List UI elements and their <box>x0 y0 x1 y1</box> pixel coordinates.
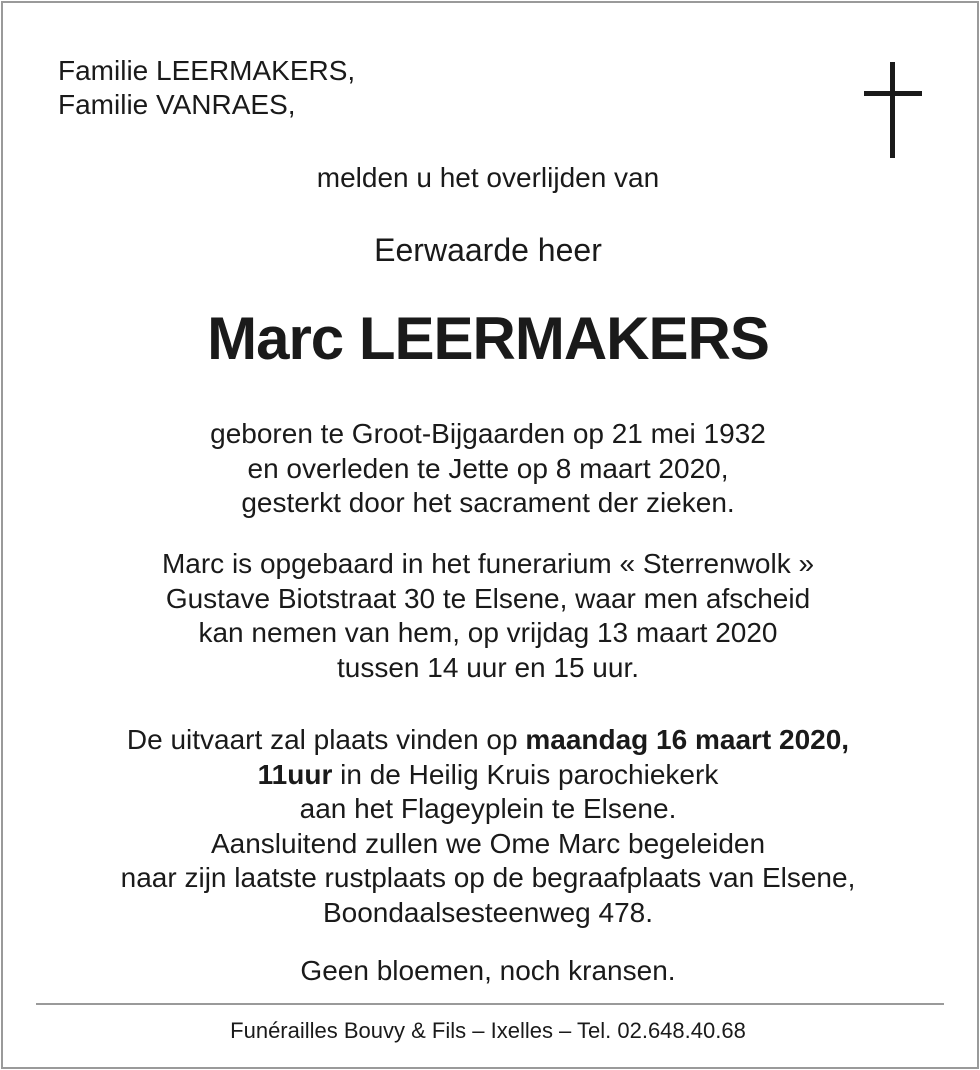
funeral-date: maandag 16 maart 2020, <box>525 724 850 755</box>
funeral-paragraph <box>0 723 976 930</box>
deceased-name: Marc LEERMAKERS <box>207 305 769 372</box>
family-line-1: Familie LEERMAKERS, <box>58 55 356 86</box>
cross-vertical-bar <box>890 62 895 158</box>
funeral-intro: De uitvaart zal plaats vinden op <box>126 724 526 755</box>
funeral-time: 11uur <box>257 758 333 790</box>
viewing-line-4: tussen 14 uur en 15 uur. <box>337 651 639 683</box>
funeral-line-4: Aansluitend zullen we Ome Marc begeleiden <box>210 827 766 859</box>
funeral-church: in de Heilig Kruis parochiekerk <box>332 758 719 790</box>
family-line-2: Familie VANRAES, <box>58 89 296 120</box>
viewing-line-1: Marc is opgebaard in het funerarium « Sterrenwolk » <box>161 548 815 579</box>
viewing-line-2: Gustave Biotstraat 30 te Elsene, waar men afscheid <box>165 582 811 614</box>
death-line: en overleden te Jette op 8 maart 2020, <box>247 452 729 484</box>
closing-note: Geen bloemen, noch kransen. <box>300 955 676 986</box>
funeral-line-2 <box>0 758 976 793</box>
funeral-line-6: Boondaalsesteenweg 478. <box>322 896 654 928</box>
funeral-line-5: naar zijn laatste rustplaats op de begraafplaats van Elsene, <box>120 862 856 893</box>
birth-line: geboren te Groot-Bijgaarden op 21 mei 1932 <box>210 418 766 449</box>
funeral-home-footer: Funérailles Bouvy & Fils – Ixelles – Tel. 02.648.40.68 <box>230 1018 746 1043</box>
funeral-line-1 <box>0 723 976 758</box>
cross-horizontal-bar <box>864 91 922 96</box>
sacrament-line: gesterkt door het sacrament der zieken. <box>241 487 735 518</box>
viewing-line-3: kan nemen van hem, op vrijdag 13 maart 2020 <box>198 617 778 648</box>
viewing-paragraph <box>0 547 976 685</box>
footer-divider <box>36 1003 944 1005</box>
birth-death-paragraph <box>0 417 976 521</box>
announcing-families <box>58 54 355 122</box>
latin-cross-icon <box>864 62 922 158</box>
funeral-line-3: aan het Flageyplein te Elsene. <box>299 793 677 824</box>
announcement-text: melden u het overlijden van <box>316 162 660 193</box>
honorific-title: Eerwaarde heer <box>374 232 602 268</box>
